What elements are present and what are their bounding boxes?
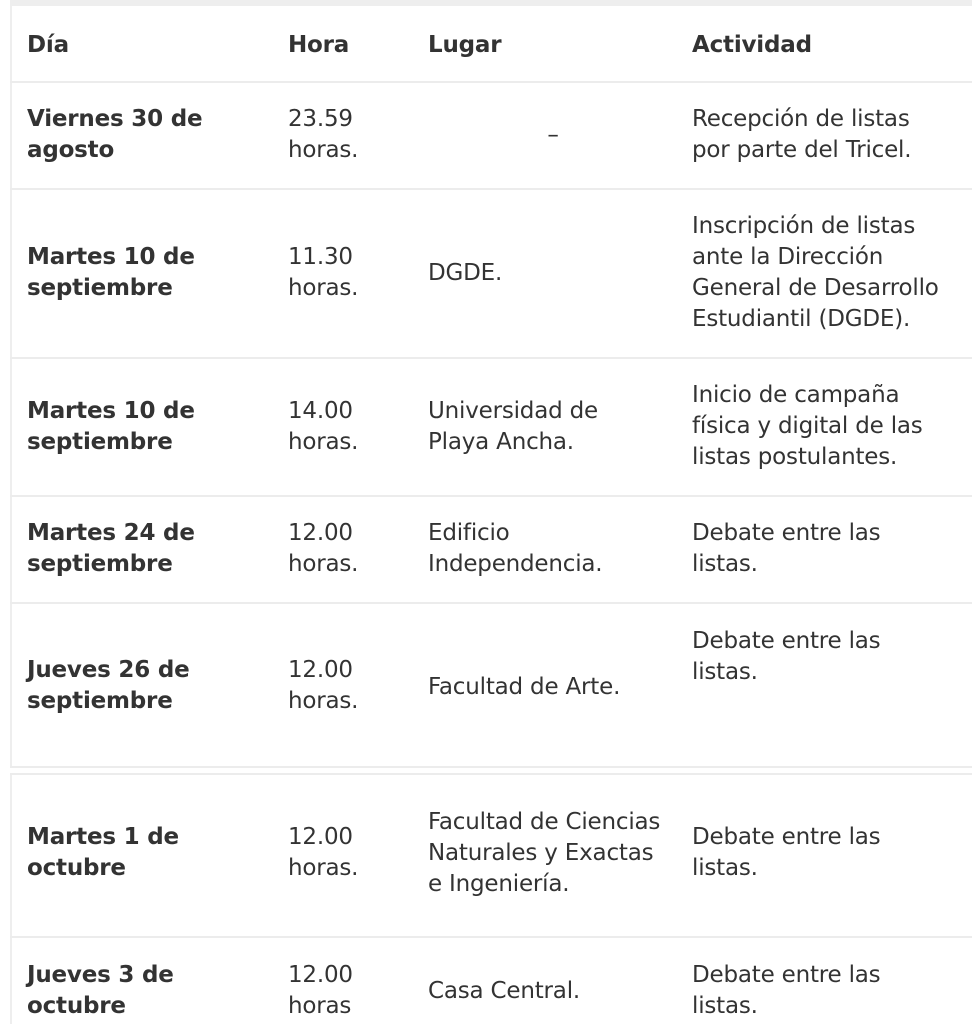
cell-hora: 12.00 horas. (288, 657, 359, 714)
cell-dia: Martes 10 de septiembre (27, 398, 195, 455)
cell-hora: 12.00 horas (288, 962, 353, 1019)
cell-actividad: Debate entre las listas. (692, 824, 881, 881)
row-divider (10, 773, 972, 775)
row-divider (10, 188, 972, 190)
cell-dia: Jueves 3 de octubre (27, 962, 174, 1019)
row-divider (10, 936, 972, 938)
cell-dia: Jueves 26 de septiembre (27, 657, 190, 714)
cell-hora: 23.59 horas. (288, 106, 359, 163)
cell-lugar: Casa Central. (428, 977, 580, 1004)
cell-dia: Martes 1 de octubre (27, 824, 179, 881)
header-hora: Hora (288, 31, 350, 58)
table-top-border (10, 0, 972, 6)
cell-actividad: Inicio de campaña física y digital de las listas postulantes. (692, 382, 923, 470)
cell-hora: 11.30 horas. (288, 244, 359, 301)
cell-lugar: – (547, 121, 559, 148)
cell-dia: Martes 10 de septiembre (27, 244, 195, 301)
cell-hora: 12.00 horas. (288, 824, 359, 881)
header-lugar: Lugar (428, 31, 502, 58)
table-left-border-lower (10, 773, 12, 1024)
row-divider (10, 602, 972, 604)
table-left-border (10, 6, 12, 768)
cell-dia: Viernes 30 de agosto (27, 106, 203, 163)
row-divider (10, 357, 972, 359)
header-actividad: Actividad (692, 31, 812, 58)
cell-actividad: Debate entre las listas. (692, 962, 881, 1019)
cell-actividad: Recepción de listas por parte del Tricel. (692, 106, 912, 163)
cell-lugar: DGDE. (428, 259, 503, 286)
cell-lugar: Edificio Independencia. (428, 520, 603, 577)
cell-hora: 12.00 horas. (288, 520, 359, 577)
cell-lugar: Universidad de Playa Ancha. (428, 398, 598, 455)
cell-lugar: Facultad de Ciencias Naturales y Exactas e Ingeniería. (428, 808, 661, 897)
header-dia: Día (27, 31, 69, 58)
cell-actividad: Inscripción de listas ante la Dirección General de Desarrollo Estudiantil (DGDE). (692, 213, 939, 332)
row-divider (10, 495, 972, 497)
row-divider (10, 81, 972, 83)
cell-dia: Martes 24 de septiembre (27, 520, 195, 577)
cell-actividad: Debate entre las listas. (692, 520, 881, 577)
cell-lugar: Facultad de Arte. (428, 673, 621, 700)
cell-actividad: Debate entre las listas. (692, 628, 881, 685)
cell-hora: 14.00 horas. (288, 398, 359, 455)
